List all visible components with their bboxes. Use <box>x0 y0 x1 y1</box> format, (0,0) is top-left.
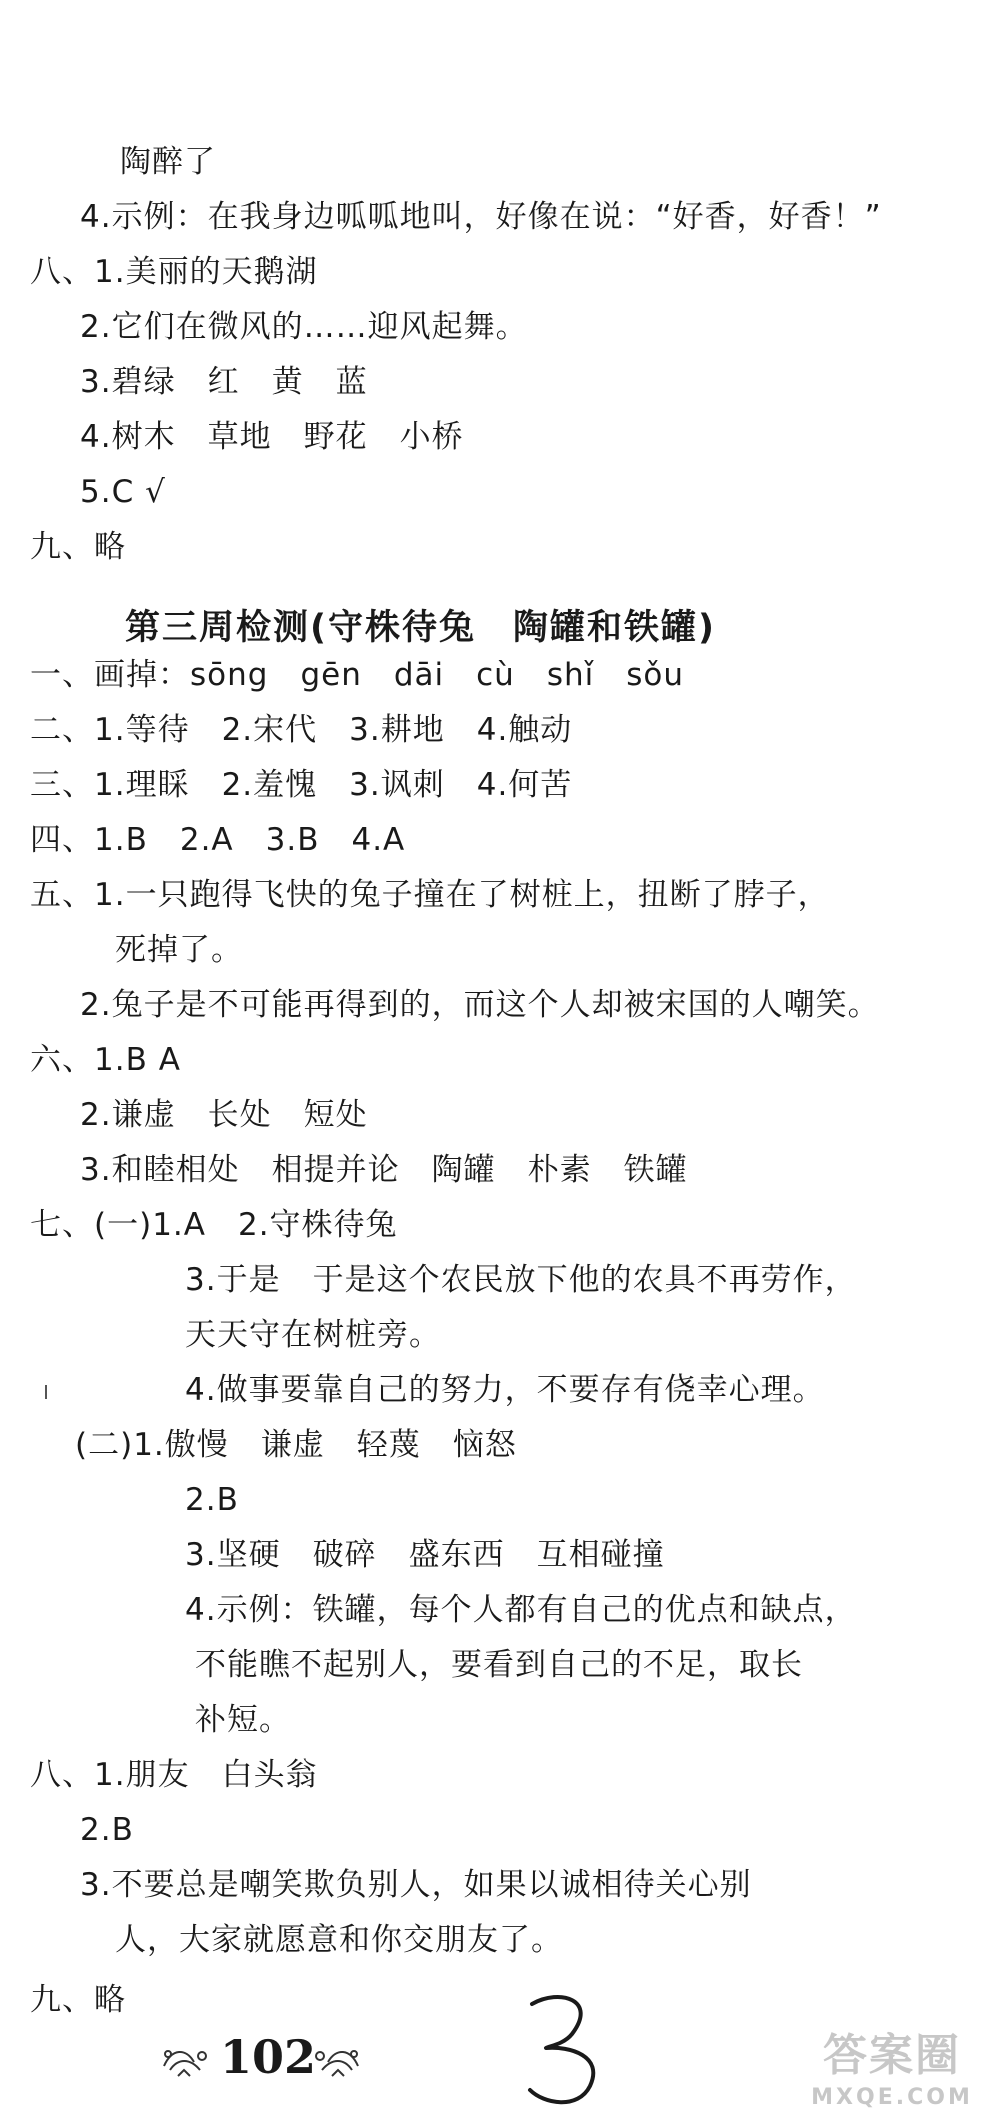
section-title: 第三周检测(守株待兔 陶罐和铁罐) <box>125 608 716 648</box>
answer-line: 六、1.B A <box>30 1042 181 1078</box>
answer-line: 3.不要总是嘲笑欺负别人，如果以诚相待关心别 <box>80 1867 752 1903</box>
answer-line: 八、1.美丽的天鹅湖 <box>30 254 318 290</box>
handwritten-mark <box>520 1990 610 2110</box>
answer-line: 2.它们在微风的……迎风起舞。 <box>80 309 528 345</box>
answer-line: 九、略 <box>30 1982 126 2018</box>
answer-line: 人，大家就愿意和你交朋友了。 <box>115 1922 563 1958</box>
svg-text:MXQE.COM: MXQE.COM <box>811 2085 973 2110</box>
watermark-logo <box>792 2018 992 2113</box>
answer-line: 4.树木 草地 野花 小桥 <box>80 419 464 455</box>
svg-text:答案圈: 答案圈 <box>823 2030 961 2081</box>
answer-line: 二、1.等待 2.宋代 3.耕地 4.触动 <box>30 712 573 748</box>
answer-line: 三、1.理睬 2.羞愧 3.讽刺 4.何苦 <box>30 767 573 803</box>
answer-line: 4.示例：在我身边呱呱地叫，好像在说：“好香，好香！” <box>80 199 882 235</box>
answer-line: 5.C √ <box>80 474 166 510</box>
answer-line: 3.于是 于是这个农民放下他的农具不再劳作， <box>185 1262 857 1298</box>
answer-line: 4.做事要靠自己的努力，不要存有侥幸心理。 <box>185 1372 825 1408</box>
answer-line: 四、1.B 2.A 3.B 4.A <box>30 822 406 858</box>
answer-line: 3.和睦相处 相提并论 陶罐 朴素 铁罐 <box>80 1152 688 1188</box>
answer-line: 八、1.朋友 白头翁 <box>30 1757 318 1793</box>
answer-line: 2.谦虚 长处 短处 <box>80 1097 368 1133</box>
answer-line: 七、(一)1.A 2.守株待兔 <box>30 1207 398 1243</box>
answer-line: 天天守在树桩旁。 <box>185 1317 441 1353</box>
answer-line: 2.兔子是不可能再得到的，而这个人却被宋国的人嘲笑。 <box>80 987 880 1023</box>
ornament-right-icon <box>310 2040 362 2084</box>
scan-mark <box>45 1385 47 1399</box>
page-number: 102 <box>220 2030 317 2084</box>
answer-line: 2.B <box>185 1482 239 1518</box>
answer-line: 陶醉了 <box>120 144 216 180</box>
answer-line: (二)1.傲慢 谦虚 轻蔑 恼怒 <box>75 1427 517 1463</box>
answer-line: 九、略 <box>30 529 126 565</box>
answer-line: 2.B <box>80 1812 134 1848</box>
answer-line: 不能瞧不起别人，要看到自己的不足，取长 <box>195 1647 803 1683</box>
answer-line: 3.碧绿 红 黄 蓝 <box>80 364 368 400</box>
answer-line: 五、1.一只跑得飞快的兔子撞在了树桩上，扭断了脖子， <box>30 877 830 913</box>
answer-line: 3.坚硬 破碎 盛东西 互相碰撞 <box>185 1537 665 1573</box>
answer-line: 死掉了。 <box>115 932 243 968</box>
answer-line: 4.示例：铁罐，每个人都有自己的优点和缺点， <box>185 1592 857 1628</box>
ornament-left-icon <box>160 2040 212 2084</box>
answer-line: 补短。 <box>195 1702 291 1738</box>
answer-line: 一、画掉：sōng gēn dāi cù shǐ sǒu <box>30 657 684 693</box>
